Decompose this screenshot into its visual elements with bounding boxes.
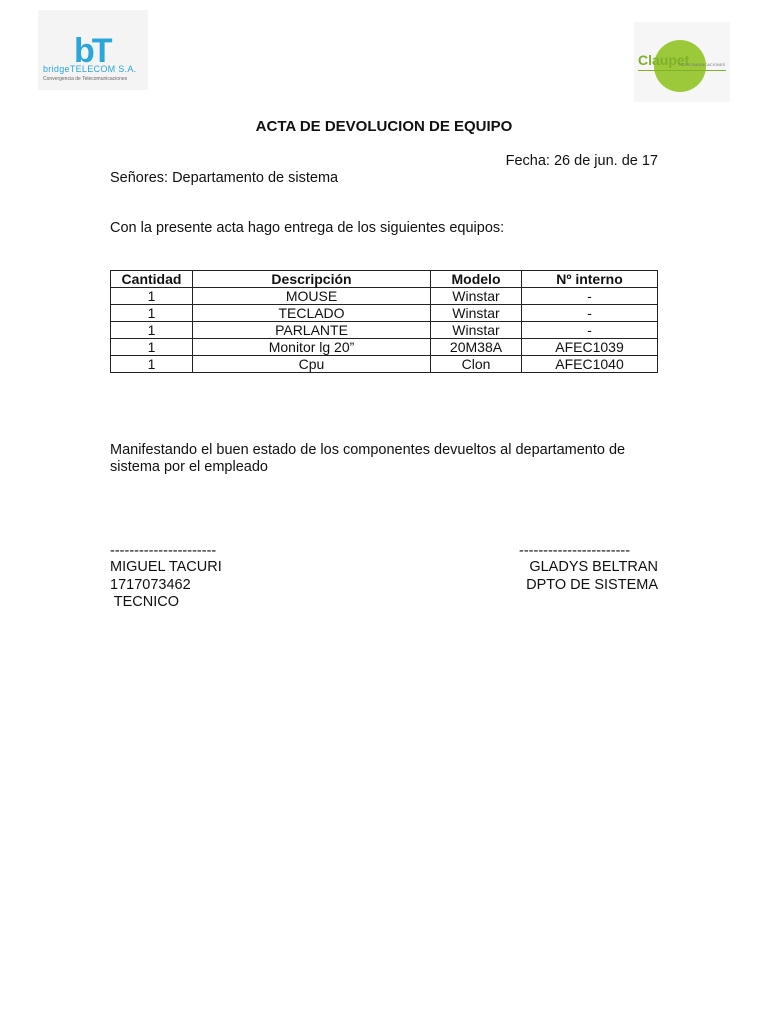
claupet-logo-tagline: TELECOMUNICACIONES xyxy=(678,62,726,67)
claupet-logo-name: Claupet xyxy=(638,52,690,68)
bt-logo-tagline: Convergencia de Telecomunicaciones xyxy=(43,76,128,82)
signature-block-right xyxy=(526,559,658,594)
cell-descripcion: MOUSE xyxy=(193,288,431,305)
receiver-name: GLADYS BELTRAN xyxy=(529,559,658,575)
document-title: ACTA DE DEVOLUCION DE EQUIPO xyxy=(255,118,513,135)
header-modelo: Modelo xyxy=(431,271,522,288)
cell-modelo: Winstar xyxy=(431,305,522,322)
statement-paragraph: Manifestando el buen estado de los componentes devueltos al departamento de sistema por el empleado xyxy=(110,442,626,475)
table-row xyxy=(111,305,658,322)
bt-logo-name: bridgeTELECOM S.A. xyxy=(43,64,137,74)
cell-cantidad: 1 xyxy=(111,288,193,305)
signer-role: TECNICO xyxy=(110,594,180,610)
cell-modelo: Clon xyxy=(431,356,522,373)
cell-modelo: 20M38A xyxy=(431,339,522,356)
cell-numero-interno: - xyxy=(522,288,658,305)
signature-block-left xyxy=(110,559,222,612)
cell-numero-interno: - xyxy=(522,305,658,322)
table-row xyxy=(111,356,658,373)
cell-numero-interno: AFEC1040 xyxy=(522,356,658,373)
addressee: Señores: Departamento de sistema xyxy=(110,170,339,186)
bridge-telecom-logo xyxy=(38,10,148,90)
cell-cantidad: 1 xyxy=(111,305,193,322)
cell-descripcion: TECLADO xyxy=(193,305,431,322)
signer-id: 1717073462 xyxy=(110,576,191,593)
header-cantidad: Cantidad xyxy=(111,271,193,288)
cell-descripcion: PARLANTE xyxy=(193,322,431,339)
cell-cantidad: 1 xyxy=(111,356,193,373)
cell-numero-interno: - xyxy=(522,322,658,339)
claupet-logo xyxy=(634,22,730,102)
intro-text: Con la presente acta hago entrega de los siguientes equipos: xyxy=(110,220,505,236)
cell-modelo: Winstar xyxy=(431,322,522,339)
cell-modelo: Winstar xyxy=(431,288,522,305)
table-row xyxy=(111,322,658,339)
cell-numero-interno: AFEC1039 xyxy=(522,339,658,356)
cell-descripcion: Cpu xyxy=(193,356,431,373)
bt-logo-mark: bT xyxy=(74,32,110,70)
signer-name: MIGUEL TACURI xyxy=(110,559,222,575)
table-row xyxy=(111,339,658,356)
equipment-table xyxy=(110,270,658,373)
header-descripcion: Descripción xyxy=(193,271,431,288)
signature-line-right: ----------------------- xyxy=(519,543,631,559)
receiver-dept: DPTO DE SISTEMA xyxy=(526,576,658,593)
table-row xyxy=(111,288,658,305)
cell-cantidad: 1 xyxy=(111,339,193,356)
cell-descripcion: Monitor lg 20” xyxy=(193,339,431,356)
signature-line-left: ---------------------- xyxy=(110,543,217,559)
claupet-logo-band xyxy=(638,70,726,71)
header-numero-interno: Nº interno xyxy=(522,271,658,288)
cell-cantidad: 1 xyxy=(111,322,193,339)
document-date: Fecha: 26 de jun. de 17 xyxy=(505,153,658,169)
table-header-row xyxy=(111,271,658,288)
